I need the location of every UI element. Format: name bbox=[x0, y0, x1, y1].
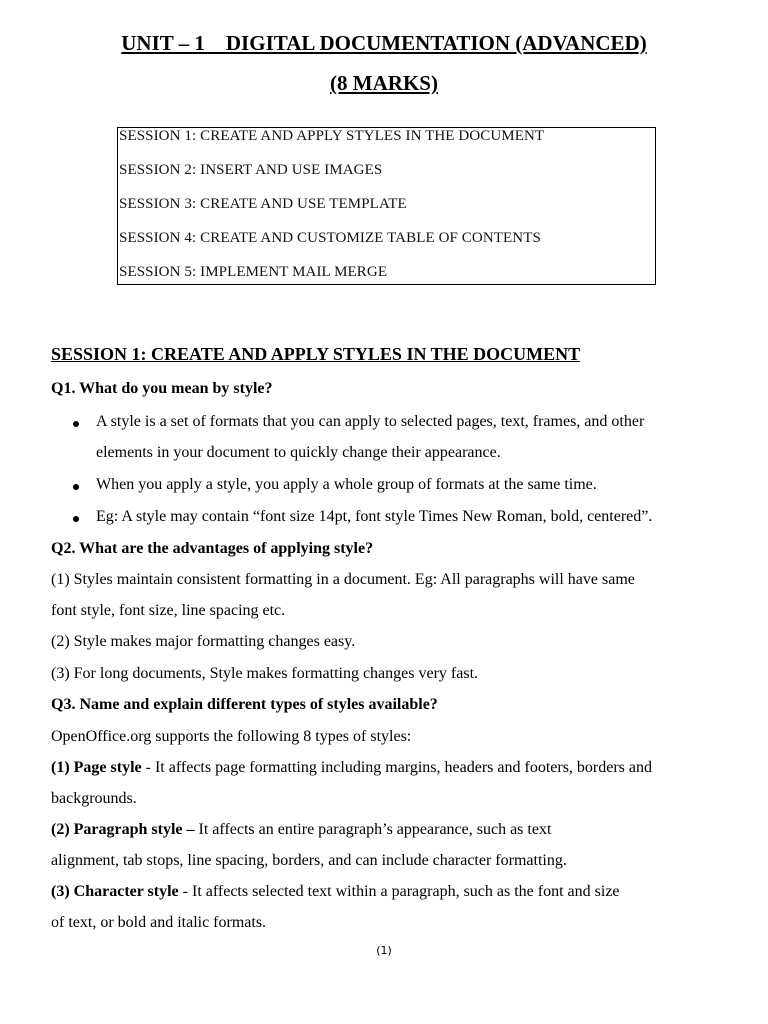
session-item-3: SESSION 3: CREATE AND USE TEMPLATE bbox=[119, 196, 407, 212]
bullet-dot bbox=[73, 421, 79, 427]
q2-answer-1-line-1: (1) Styles maintain consistent formatting in a document. Eg: All paragraphs will have same bbox=[51, 571, 635, 588]
page-style-desc: - It affects page formatting including margins, headers and footers, borders and bbox=[141, 759, 652, 776]
bullet-dot bbox=[73, 484, 79, 490]
q2-answer-2: (2) Style makes major formatting changes easy. bbox=[51, 633, 356, 650]
section-heading: SESSION 1: CREATE AND APPLY STYLES IN THE DOCUMENT bbox=[51, 344, 581, 364]
session-item-5: SESSION 5: IMPLEMENT MAIL MERGE bbox=[119, 264, 388, 280]
character-style-desc: - It affects selected text within a paragraph, such as the font and size bbox=[178, 883, 620, 900]
q1-bullet-3: Eg: A style may contain “font size 14pt, font style Times New Roman, bold, centered”. bbox=[96, 508, 653, 525]
paragraph-style-desc: It affects an entire paragraph’s appearance, such as text bbox=[194, 821, 552, 838]
character-style-line-2: of text, or bold and italic formats. bbox=[51, 914, 267, 931]
question-3: Q3. Name and explain different types of styles available? bbox=[51, 696, 438, 713]
character-style-line-1 bbox=[51, 883, 620, 901]
paragraph-style-line-2: alignment, tab stops, line spacing, borders, and can include character formatting. bbox=[51, 852, 567, 869]
question-1: Q1. What do you mean by style? bbox=[51, 380, 273, 397]
character-style-term: (3) Character style bbox=[51, 883, 179, 900]
marks-subtitle: (8 MARKS) bbox=[330, 71, 438, 95]
page-style-term: (1) Page style bbox=[51, 759, 142, 776]
q3-intro: OpenOffice.org supports the following 8 types of styles: bbox=[51, 728, 412, 745]
q1-bullet-1-line-1: A style is a set of formats that you can apply to selected pages, text, frames, and other bbox=[96, 413, 645, 430]
session-item-4: SESSION 4: CREATE AND CUSTOMIZE TABLE OF CONTENTS bbox=[119, 230, 541, 246]
page-style-line-2: backgrounds. bbox=[51, 790, 137, 807]
bullet-dot bbox=[73, 516, 79, 522]
q1-bullet-2: When you apply a style, you apply a whole group of formats at the same time. bbox=[96, 476, 597, 493]
session-item-2: SESSION 2: INSERT AND USE IMAGES bbox=[119, 162, 383, 178]
q2-answer-3: (3) For long documents, Style makes formatting changes very fast. bbox=[51, 665, 479, 682]
q2-answer-1-line-2: font style, font size, line spacing etc. bbox=[51, 602, 286, 619]
sessions-box bbox=[117, 127, 656, 285]
question-2: Q2. What are the advantages of applying style? bbox=[51, 540, 374, 557]
session-item-1: SESSION 1: CREATE AND APPLY STYLES IN THE DOCUMENT bbox=[119, 128, 545, 144]
page-style-line-1 bbox=[51, 759, 652, 777]
paragraph-style-line-1 bbox=[51, 821, 551, 839]
q1-bullet-1-line-2: elements in your document to quickly change their appearance. bbox=[96, 444, 501, 461]
page-number: (1) bbox=[376, 944, 392, 957]
paragraph-style-term: (2) Paragraph style – bbox=[51, 821, 195, 838]
unit-title: UNIT – 1 DIGITAL DOCUMENTATION (ADVANCED) bbox=[121, 31, 647, 55]
